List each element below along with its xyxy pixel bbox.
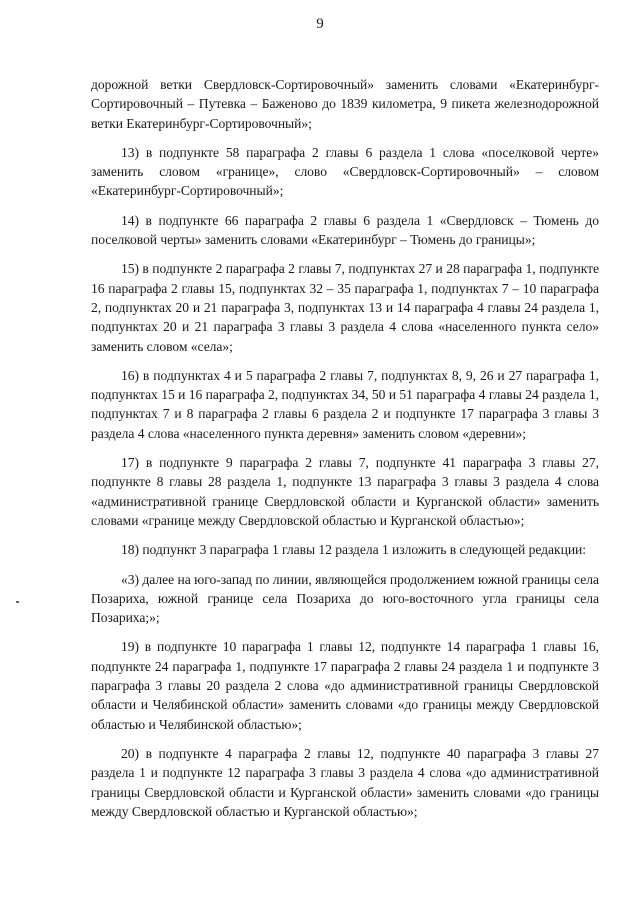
document-body (91, 75, 599, 831)
paragraph-item-16: 16) в подпунктах 4 и 5 параграфа 2 главы 7, подпунктах 8, 9, 26 и 27 параграфа 1, подпунктах 15 и 16 параграфа 2, подпунктах 34, 50 и 51 параграфа 4 главы 24 раздела 1, подпунктах 7 и 8 параграфа 2 главы 6 раздела 2 и подпункте 17 параграфа 3 главы 3 раздела 4 слова «населенного пункта деревня» заменить словом «деревни»; (91, 367, 599, 441)
paragraph-item-17: 17) в подпункте 9 параграфа 2 главы 7, подпункте 41 параграфа 3 главы 27, подпункте 8 главы 28 раздела 1, подпункте 13 параграфа 3 главы 3 раздела 4 слова «административной границе Свердловской области и Курганской области» заменить словами «границе между Свердловской областью и Курганской областью»; (91, 455, 599, 528)
paragraph-item-13: 13) в подпункте 58 параграфа 2 главы 6 раздела 1 слова «поселковой черте» заменить словом «границе», слово «Свердловск-Сортировочный» – словом «Екатеринбург-Сортировочный»; (91, 144, 599, 199)
paragraph-item-20: 20) в подпункте 4 параграфа 2 главы 12, подпункте 40 параграфа 3 главы 27 раздела 1 и подпункте 12 параграфа 3 главы 3 раздела 4 слова «до административной границы Свердловской области и Курганской области» заменить словами «до границы между Свердловской областью и Курганской областью»; (91, 745, 599, 819)
scan-speck (16, 601, 19, 603)
page-number: 9 (316, 16, 324, 32)
paragraph-item-14: 14) в подпункте 66 параграфа 2 главы 6 раздела 1 «Свердловск – Тюмень до поселковой черты» заменить словами «Екатеринбург – Тюмень до границы»; (91, 212, 599, 248)
paragraph-item-18: 18) подпункт 3 параграфа 1 главы 12 раздела 1 изложить в следующей редакции: (121, 542, 586, 558)
paragraph-continuation: дорожной ветки Свердловск-Сортировочный» заменить словами «Екатеринбург-Сортировочный – Путевка – Баженово до 1839 километра, 9 пикета железнодорожной ветки Екатеринбург-Сортировочный»; (91, 77, 599, 131)
paragraph-quoted-text: «3) далее на юго-запад по линии, являющейся продолжением южной границы села Позариха, южной границе села Позариха до юго-восточного угла границы села Позариха;»; (91, 571, 599, 626)
paragraph-item-15: 15) в подпункте 2 параграфа 2 главы 7, подпунктах 27 и 28 параграфа 1, подпункте 16 параграфа 2 главы 15, подпунктах 32 – 35 параграфа 1, подпунктах 7 – 10 параграфа 2, подпунктах 20 и 21 параграфа 3, подпунктах 13 и 14 параграфа 4 главы 24 раздела 1, подпунктах 20 и 21 параграфа 3 главы 3 раздела 4 слова «населенного пункта село» заменить словом «села»; (91, 261, 599, 354)
paragraph-item-19: 19) в подпункте 10 параграфа 1 главы 12, подпункте 14 параграфа 1 главы 16, подпункте 24 параграфа 1, подпункте 17 параграфа 2 главы 24 раздела 1 и подпункте 3 параграфа 3 главы 20 раздела 2 слова «до административной границы Свердловской области и Челябинской области» заменить словами «до границы между Свердловской областью и Челябинской областью»; (91, 639, 599, 732)
